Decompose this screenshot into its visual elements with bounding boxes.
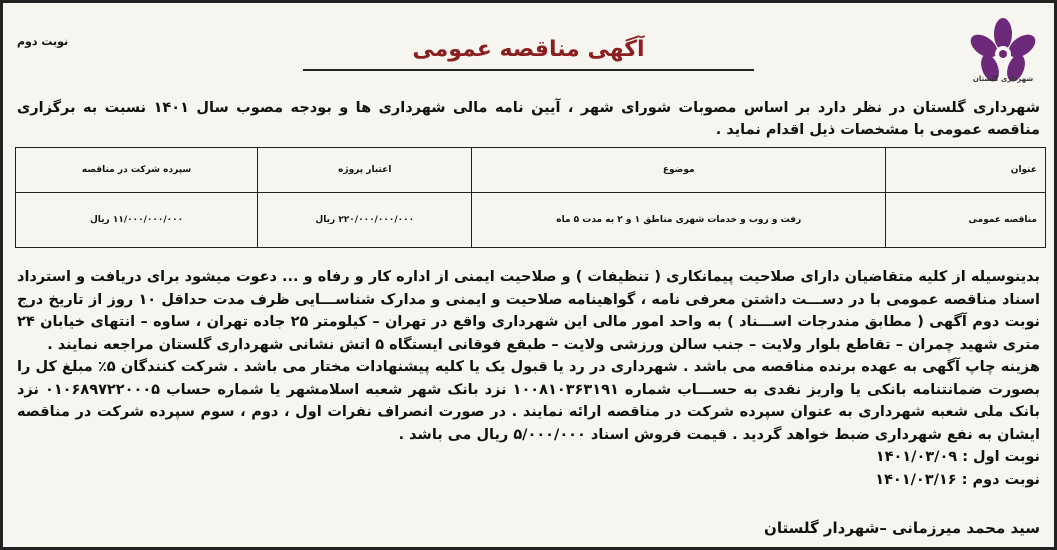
invitation-paragraph: بدینوسیله از کلیه متقاضیان دارای صلاحیت پیمانکاری ( تنظیفات ) و صلاحیت ایمنی از اداره کار و رفاه و ... دعوت میشود برای دریافت و استرداد اسناد مناقصه عمومی با در دســـت داشتن معرفی نامه ، گواهینامه صلاحیت و ایمنی و مدارک شناســـایی ظرف مدت حداقل ۱۰ روز از تاریخ درج نوبت دوم آگهی ( مطابق مندرجات اســـناد ) به واحد امور مالی این شهرداری واقع در تهران – کیلومتر ۲۵ جاده تهران ، ساوه – انتهای خیابان ۲۴ متری شهید چمران – تقاطع بلوار ولایت – جنب سالن ورزشی ولایت – طبقع فوقانی ایستگاه ۵ اتش نشانی شهرداری گلستان مراجعه نمایند . [17,269,1041,353]
header-cell-subject: موضوع [472,148,886,193]
cell-budget: ۲۲۰/۰۰۰/۰۰۰/۰۰۰ ریال [258,193,472,248]
first-round-date: نوبت اول : ۱۴۰۱/۰۳/۰۹ [875,449,1040,465]
terms-paragraph: هزینه چاپ آگهی به عهده برنده مناقصه می باشد . شهرداری در رد یا قبول یک یا کلیه پیشنهادات مختار می باشد . شرکت کنندگان ۵٪ مبلغ کل را بصورت ضمانتنامه بانکی یا واریز نقدی به حســـاب شماره ۱۰۰۸۱۰۳۶۳۱۹۱ نزد بانک شهر شعبه اسلامشهر یا شماره حساب ۰۱۰۶۸۹۷۲۲۰۰۰۵ نزد بانک ملی شعبه شهرداری به عنوان سپرده شرکت در مناقصه ارائه نمایند . در صورت انصراف نفرات اول ، دوم ، سوم سپرده شرکت در مناقصه ایشان به نفع شهرداری ضبط خواهد گردید . قیمت فروش اسناد ۵/۰۰۰/۰۰۰ ریال می باشد . [17,359,1040,443]
tender-table [15,147,1046,248]
signature: سید محمد میرزمانی –شهردار گلستان [764,519,1040,537]
intro-paragraph: شهرداری گلستان در نظر دارد بر اساس مصوبات شورای شهر ، آیین نامه مالی شهرداری ها و بودجه مصوب سال ۱۴۰۱ نسبت به برگزاری مناقصه عمومی با مشخصات ذیل اقدام نماید . [17,100,1040,138]
second-round-date: نوبت دوم : ۱۴۰۱/۰۳/۱۶ [875,471,1040,488]
table-row [16,193,1046,248]
header-cell-deposit: سپرده شرکت در مناقصه [16,148,258,193]
header-cell-budget: اعتبار پروژه [258,148,472,193]
cell-title: مناقصه عمومی [886,193,1046,248]
cell-subject: رفت و روب و خدمات شهری مناطق ۱ و ۲ به مدت ۵ ماه [472,193,886,248]
page-title: آگهی مناقصه عمومی [412,37,645,62]
logo-caption: شهرداری گلستان [972,75,1034,83]
cell-deposit: ۱۱/۰۰۰/۰۰۰/۰۰۰ ریال [16,193,258,248]
notice-body [17,266,1040,491]
round-label: نوبت دوم [17,35,69,48]
title-underline [303,69,754,71]
header-cell-title: عنوان [886,148,1046,193]
table-header-row [16,148,1046,193]
